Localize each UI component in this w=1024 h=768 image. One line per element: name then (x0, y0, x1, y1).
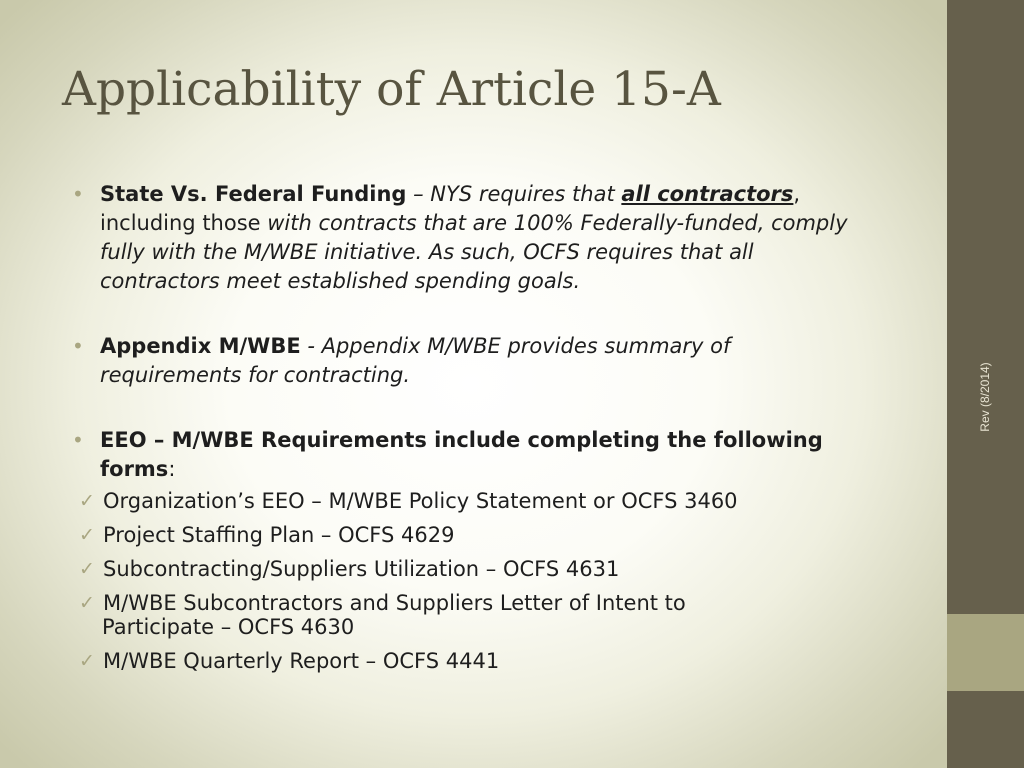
bullet-lead: EEO – M/WBE Requirements include completing the following forms (100, 428, 823, 481)
checkmark-icon: ✓ (79, 524, 95, 546)
bullet-text: with contracts that are 100% Federally-funded, comply fully with the M/WBE initiative. As such, OCFS requires that all contractors meet established spending goals. (100, 211, 848, 293)
form-item-label: M/WBE Quarterly Report – OCFS 4441 (103, 649, 500, 673)
checkmark-icon: ✓ (79, 490, 95, 512)
bullet-state-vs-federal (72, 180, 872, 296)
bullet-appendix (72, 332, 872, 390)
list-item-continuation (69, 614, 872, 640)
bullet-eeo-requirements (72, 426, 872, 484)
slide-content (72, 180, 872, 678)
bullet-dot-icon: • (72, 334, 84, 358)
list-item (69, 484, 872, 518)
forms-list (72, 484, 872, 678)
bullet-text: including those (100, 211, 268, 235)
list-item (69, 644, 872, 678)
bullet-colon: : (168, 457, 176, 481)
form-item-label: M/WBE Subcontractors and Suppliers Letter of Intent to (103, 591, 686, 615)
bullet-dot-icon: • (72, 182, 84, 206)
bullet-lead: State Vs. Federal Funding (100, 182, 407, 206)
form-item-label: Project Staffing Plan – OCFS 4629 (103, 523, 455, 547)
list-item (69, 518, 872, 552)
form-item-label: Participate – OCFS 4630 (102, 615, 355, 639)
form-item-label: Organization’s EEO – M/WBE Policy Statement or OCFS 3460 (103, 489, 738, 513)
bullet-comma: , (793, 182, 801, 206)
list-item (69, 552, 872, 586)
checkmark-icon: ✓ (79, 558, 95, 580)
form-item-label: Subcontracting/Suppliers Utilization – OCFS 4631 (103, 557, 620, 581)
bullet-dash: – (406, 182, 431, 206)
bullet-lead: Appendix M/WBE (100, 334, 301, 358)
bullet-text: - Appendix M/WBE provides summary of requirements for contracting. (100, 334, 731, 387)
bullet-dot-icon: • (72, 428, 84, 452)
bullet-emphasis: all contractors (621, 182, 794, 206)
sidebar-accent-block (947, 614, 1024, 691)
bullet-text: NYS requires that (430, 182, 622, 206)
revision-note: Rev (8/2014) (978, 362, 992, 432)
slide-title: Applicability of Article 15-A (62, 62, 721, 117)
checkmark-icon: ✓ (79, 650, 95, 672)
checkmark-icon: ✓ (79, 592, 95, 614)
